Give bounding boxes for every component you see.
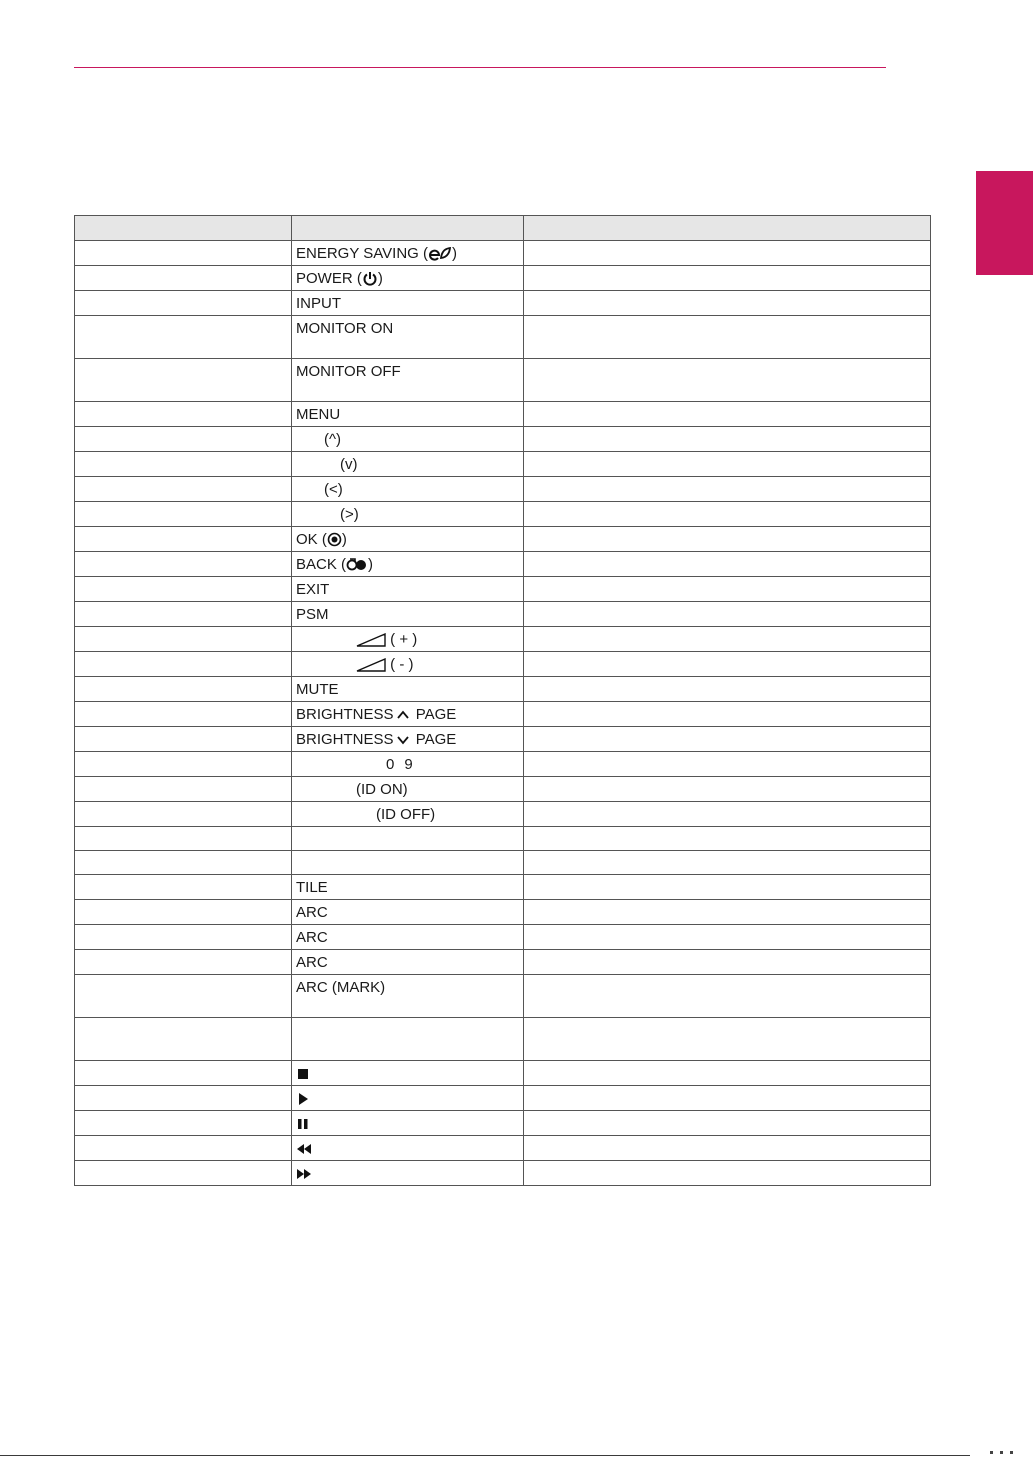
header-cell-2 bbox=[292, 216, 524, 241]
key-cell bbox=[292, 1061, 524, 1086]
table-row bbox=[75, 677, 931, 702]
table-row bbox=[75, 402, 931, 427]
key-cell: BRIGHTNESS PAGE bbox=[292, 702, 524, 727]
key-cell: POWER ( ) bbox=[292, 266, 524, 291]
play-icon bbox=[296, 1092, 310, 1106]
key-cell bbox=[292, 827, 524, 851]
key-cell: ARC (MARK) bbox=[292, 975, 524, 1018]
table-row bbox=[75, 427, 931, 452]
back-arrow-icon bbox=[346, 556, 368, 572]
table-row bbox=[75, 900, 931, 925]
table-row bbox=[75, 827, 931, 851]
caret-down-icon bbox=[394, 733, 412, 747]
key-cell: ARC bbox=[292, 950, 524, 975]
table-row bbox=[75, 851, 931, 875]
language-side-tab bbox=[976, 171, 1033, 275]
key-cell: BRIGHTNESS PAGE bbox=[292, 727, 524, 752]
table-row bbox=[75, 1111, 931, 1136]
page-number-marks bbox=[988, 1451, 1028, 1457]
header-cell-3 bbox=[524, 216, 931, 241]
key-cell bbox=[292, 1161, 524, 1186]
table-row bbox=[75, 477, 931, 502]
table-row bbox=[75, 452, 931, 477]
table-row bbox=[75, 577, 931, 602]
table-row bbox=[75, 316, 931, 359]
key-cell: 0 9 bbox=[292, 752, 524, 777]
remote-code-table bbox=[74, 215, 931, 1186]
table-row bbox=[75, 359, 931, 402]
key-cell: ENERGY SAVING ( ) bbox=[292, 241, 524, 266]
key-cell: MENU bbox=[292, 402, 524, 427]
table-row bbox=[75, 527, 931, 552]
key-cell: (^) bbox=[292, 427, 524, 452]
table-row bbox=[75, 1136, 931, 1161]
table-header-row bbox=[75, 216, 931, 241]
key-cell: (v) bbox=[292, 452, 524, 477]
power-icon bbox=[362, 271, 378, 286]
key-cell: MONITOR OFF bbox=[292, 359, 524, 402]
caret-up-icon bbox=[394, 708, 412, 722]
eco-icon bbox=[428, 246, 452, 261]
key-cell: MONITOR ON bbox=[292, 316, 524, 359]
table-row bbox=[75, 602, 931, 627]
key-cell: PSM bbox=[292, 602, 524, 627]
key-cell: ARC bbox=[292, 900, 524, 925]
key-cell: OK ( ) bbox=[292, 527, 524, 552]
fast-forward-icon bbox=[296, 1167, 312, 1181]
header-cell-1 bbox=[75, 216, 292, 241]
key-cell: (ID ON) bbox=[292, 777, 524, 802]
pause-icon bbox=[296, 1117, 310, 1131]
header-rule bbox=[74, 67, 886, 68]
table-row bbox=[75, 1086, 931, 1111]
key-cell: INPUT bbox=[292, 291, 524, 316]
key-cell: TILE bbox=[292, 875, 524, 900]
key-cell: ARC bbox=[292, 925, 524, 950]
table-row bbox=[75, 702, 931, 727]
key-cell bbox=[292, 1111, 524, 1136]
table-row bbox=[75, 241, 931, 266]
table-row bbox=[75, 627, 931, 652]
key-cell bbox=[292, 1086, 524, 1111]
footer-rule bbox=[0, 1455, 970, 1456]
table-row bbox=[75, 266, 931, 291]
table-row bbox=[75, 975, 931, 1018]
rewind-icon bbox=[296, 1142, 312, 1156]
key-cell: MUTE bbox=[292, 677, 524, 702]
key-cell: (>) bbox=[292, 502, 524, 527]
key-cell bbox=[292, 1018, 524, 1061]
table-row bbox=[75, 802, 931, 827]
stop-icon bbox=[296, 1067, 310, 1081]
table-row bbox=[75, 777, 931, 802]
table-row bbox=[75, 925, 931, 950]
key-cell: (ID OFF) bbox=[292, 802, 524, 827]
volume-wedge-icon bbox=[356, 658, 386, 672]
table-row bbox=[75, 652, 931, 677]
table-row bbox=[75, 502, 931, 527]
table-row bbox=[75, 1018, 931, 1061]
key-cell: EXIT bbox=[292, 577, 524, 602]
table-row bbox=[75, 752, 931, 777]
volume-wedge-icon bbox=[356, 633, 386, 647]
table-row bbox=[75, 1161, 931, 1186]
key-cell: BACK ( ) bbox=[292, 552, 524, 577]
table-row bbox=[75, 950, 931, 975]
key-cell: ( + ) bbox=[292, 627, 524, 652]
table-row bbox=[75, 291, 931, 316]
key-cell bbox=[292, 851, 524, 875]
key-cell: (<) bbox=[292, 477, 524, 502]
table-row bbox=[75, 1061, 931, 1086]
key-cell: ( - ) bbox=[292, 652, 524, 677]
table-row bbox=[75, 875, 931, 900]
table-row bbox=[75, 552, 931, 577]
table-row bbox=[75, 727, 931, 752]
ok-target-icon bbox=[327, 532, 342, 547]
key-cell bbox=[292, 1136, 524, 1161]
